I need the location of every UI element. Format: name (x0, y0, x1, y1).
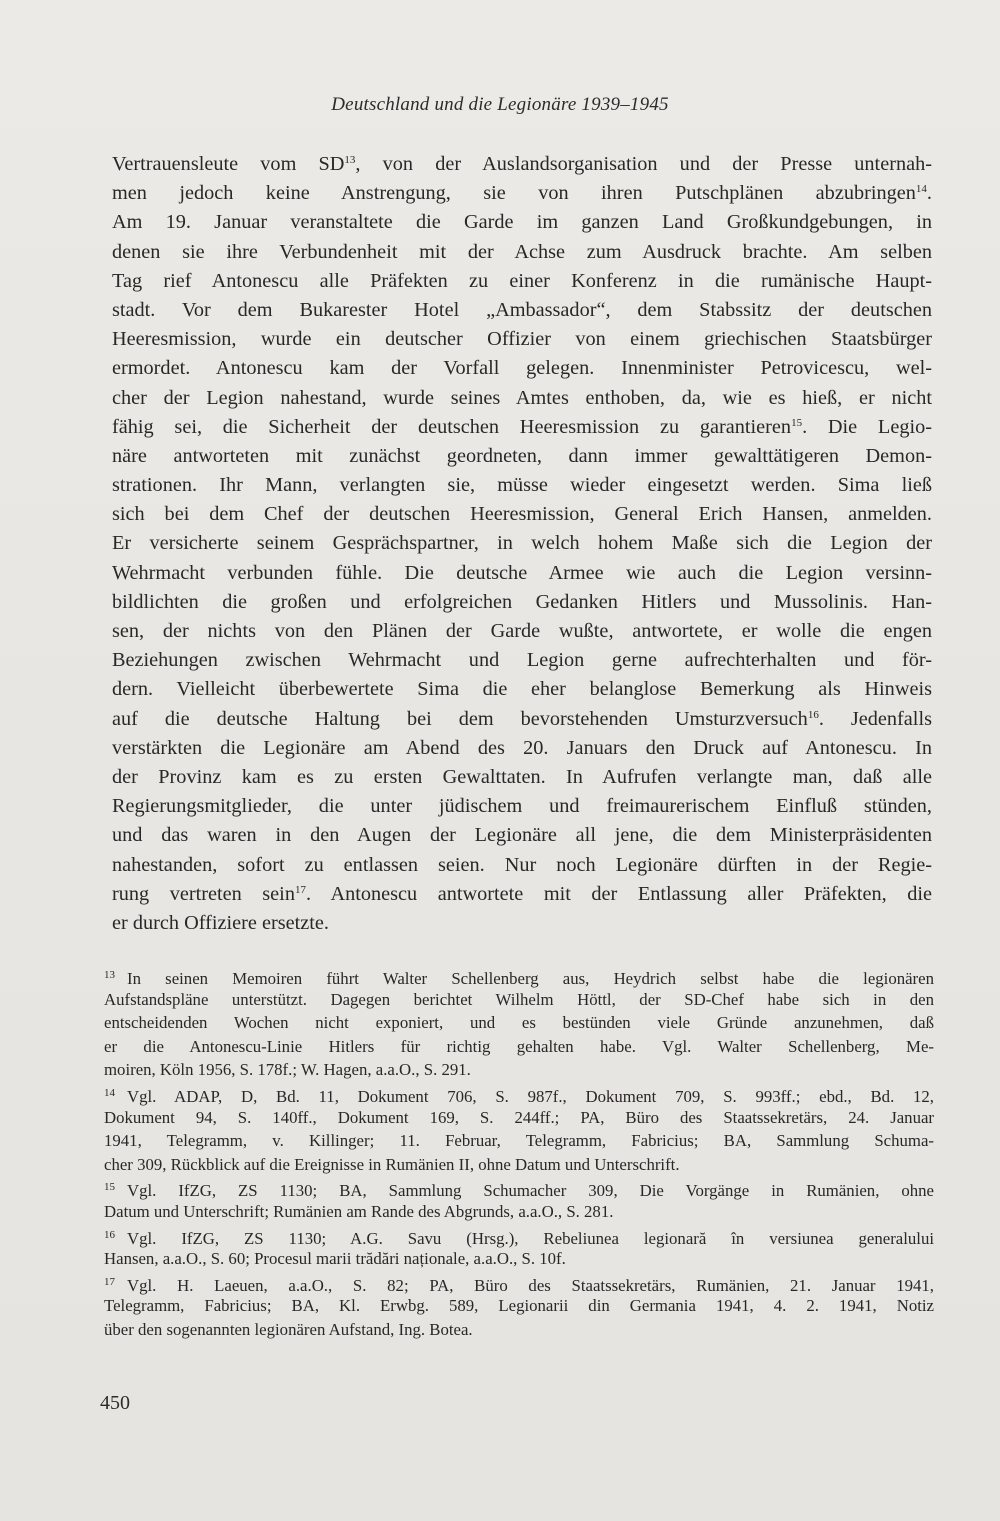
text-line (112, 529, 932, 558)
footnote-line (104, 1318, 934, 1342)
footnote-line (104, 1035, 934, 1059)
footnotes-block (104, 964, 934, 1342)
text-segment: sich bei dem Chef der deutschen Heeresmission, General Erich Hansen, anmelden. (112, 503, 932, 526)
text-line (112, 208, 932, 237)
main-text-block (112, 150, 932, 938)
text-segment: er durch Offiziere ersetzte. (112, 911, 329, 934)
text-segment: Er versicherte seinem Gesprächspartner, in welch hohem Maße sich die Legion der (112, 532, 932, 555)
text-segment: strationen. Ihr Mann, verlangten sie, müsse wieder eingesetzt werden. Sima ließ (112, 474, 932, 497)
footnote-line (104, 1082, 934, 1106)
text-line (112, 325, 932, 354)
footnote-number: 13 (104, 969, 115, 981)
text-line (112, 646, 932, 675)
text-line (112, 267, 932, 296)
text-segment: und das waren in den Augen der Legionäre all jene, die dem Ministerpräsidenten (112, 824, 932, 847)
text-segment: Vertrauensleute vom SD (112, 153, 345, 175)
text-line (112, 792, 932, 821)
footnote-line (104, 1224, 934, 1248)
text-line (112, 442, 932, 471)
footnote-line (104, 1129, 934, 1153)
text-line (112, 413, 932, 442)
text-line (112, 880, 932, 909)
text-segment: Beziehungen zwischen Wehrmacht und Legion gerne aufrechterhalten und för- (112, 649, 932, 672)
footnote-line (104, 1153, 934, 1177)
text-line (112, 471, 932, 500)
footnote-text: er die Antonescu-Linie Hitlers für richtig gehalten habe. Vgl. Walter Schellenberg, Me- (104, 1036, 934, 1056)
text-line (112, 851, 932, 880)
footnote-text: Datum und Unterschrift; Rumänien am Rande des Abgrunds, a.a.O., S. 281. (104, 1201, 614, 1221)
footnote-line (104, 1271, 934, 1295)
text-segment: men jedoch keine Anstrengung, sie von ihren Putschplänen abzubringen (112, 182, 916, 205)
text-segment: auf die deutsche Haltung bei dem bevorstehenden Umsturzversuch (112, 707, 808, 730)
text-line (112, 150, 932, 179)
footnote-text: Vgl. IfZG, ZS 1130; A.G. Savu (Hrsg.), Rebeliunea legionară în versiunea generalului (127, 1228, 934, 1248)
footnote-text: über den sogenannten legionären Aufstand, Ing. Botea. (104, 1319, 473, 1339)
text-line (112, 909, 932, 938)
text-segment: verstärkten die Legionäre am Abend des 20. Januars den Druck auf Antonescu. In (112, 736, 932, 759)
text-segment: fähig sei, die Sicherheit der deutschen Heeresmission zu garantieren (112, 415, 792, 438)
footnote-reference: 14 (915, 183, 927, 196)
text-segment: näre antworteten mit zunächst geordneten, dann immer gewalttätigeren Demon- (112, 444, 932, 467)
text-line (112, 821, 932, 850)
text-line (112, 617, 932, 646)
text-segment: Heeresmission, wurde ein deutscher Offizier von einem griechischen Staatsbürger (112, 328, 932, 351)
text-line (112, 559, 932, 588)
text-segment: . Antonescu antwortete mit der Entlassung aller Präfekten, die (305, 882, 932, 905)
footnote-number: 14 (104, 1086, 115, 1099)
text-line (112, 500, 932, 529)
text-segment: . Die Legio- (802, 415, 932, 438)
text-segment: . Jedenfalls (818, 707, 932, 730)
footnote-reference: 13 (344, 154, 356, 166)
text-segment: sen, der nichts von den Plänen der Garde wußte, antwortete, er wolle die engen (112, 620, 932, 642)
text-line (112, 675, 932, 704)
text-line (112, 296, 932, 325)
footnote-line (104, 1058, 934, 1082)
text-segment: Am 19. Januar veranstaltete die Garde im ganzen Land Großkundgebungen, in (112, 211, 932, 234)
footnote-number: 17 (104, 1275, 115, 1288)
text-line (112, 763, 932, 792)
text-segment: ermordet. Antonescu kam der Vorfall gelegen. Innenminister Petrovicescu, wel- (112, 357, 932, 380)
text-segment: , von der Auslandsorganisation und der Presse unternah- (355, 153, 932, 175)
footnote-text: Vgl. H. Laeuen, a.a.O., S. 82; PA, Büro des Staatssekretärs, Rumänien, 21. Januar 1941, (127, 1275, 934, 1295)
footnote-line (104, 1011, 934, 1035)
footnote-line (104, 964, 934, 988)
footnote-text: Vgl. ADAP, D, Bd. 11, Dokument 706, S. 987f., Dokument 709, S. 993ff.; ebd., Bd. 12, (127, 1086, 934, 1106)
text-line (112, 179, 932, 208)
footnote-text: cher 309, Rückblick auf die Ereignisse in Rumänien II, ohne Datum und Unterschrift. (104, 1154, 680, 1174)
text-line (112, 734, 932, 763)
footnote-text: Vgl. IfZG, ZS 1130; BA, Sammlung Schumacher 309, Die Vorgänge in Rumänien, ohne (127, 1181, 934, 1201)
footnote-text: Telegramm, Fabricius; BA, Kl. Erwbg. 589, Legionarii din Germania 1941, 4. 2. 1941, Notiz (104, 1296, 934, 1316)
footnote-number: 16 (104, 1228, 115, 1241)
footnote-reference: 16 (807, 708, 819, 721)
footnote-number: 15 (104, 1181, 115, 1194)
text-segment: Regierungsmitglieder, die unter jüdischem und freimaurerischem Einfluß stünden, (112, 795, 932, 818)
text-segment: der Provinz kam es zu ersten Gewalttaten. In Aufrufen verlangte man, daß alle (112, 765, 932, 788)
text-line (112, 384, 932, 413)
footnote-line (104, 1106, 934, 1130)
footnote-line (104, 1294, 934, 1318)
footnote-text: Dokument 94, S. 140ff., Dokument 169, S. 244ff.; PA, Büro des Staatssekretärs, 24. Januar (104, 1107, 934, 1127)
footnote-reference: 15 (791, 416, 803, 429)
text-segment: Wehrmacht verbunden fühle. Die deutsche Armee wie auch die Legion versinn- (112, 561, 932, 584)
footnote-text: 1941, Telegramm, v. Killinger; 11. Februar, Telegramm, Fabricius; BA, Sammlung Schuma- (104, 1131, 934, 1151)
footnote-text: Hansen, a.a.O., S. 60; Procesul marii trădări naționale, a.a.O., S. 10f. (104, 1249, 566, 1269)
running-head: Deutschland und die Legionäre 1939–1945 (331, 94, 669, 115)
text-segment: bildlichten die großen und erfolgreichen Gedanken Hitlers und Mussolinis. Han- (112, 590, 932, 613)
footnote-reference: 17 (294, 883, 306, 896)
text-line (112, 238, 932, 267)
footnote-line (104, 1176, 934, 1200)
text-line (112, 588, 932, 617)
footnote-text: In seinen Memoiren führt Walter Schellenberg aus, Heydrich selbst habe die legionären (127, 969, 934, 988)
footnote-line (104, 1247, 934, 1271)
footnote-text: entscheidenden Wochen nicht exponiert, und es bestünden viele Gründe anzunehmen, daß (104, 1013, 934, 1033)
text-segment: stadt. Vor dem Bukarester Hotel „Ambassador“, dem Stabssitz der deutschen (112, 298, 932, 321)
text-segment: dern. Vielleicht überbewertete Sima die eher belanglose Bemerkung als Hinweis (112, 678, 932, 701)
footnote-line (104, 1200, 934, 1224)
text-segment: denen sie ihre Verbundenheit mit der Achse zum Ausdruck brachte. Am selben (112, 240, 932, 263)
footnote-line (104, 988, 934, 1012)
text-segment: rung vertreten sein (112, 882, 295, 905)
footnote-text: moiren, Köln 1956, S. 178f.; W. Hagen, a.a.O., S. 291. (104, 1060, 471, 1080)
text-line (112, 354, 932, 383)
page-number: 450 (100, 1392, 130, 1414)
text-line (112, 705, 932, 734)
text-segment: . (926, 182, 932, 205)
text-segment: cher der Legion nahestand, wurde seines Amtes enthoben, da, wie es hieß, er nicht (112, 386, 932, 409)
text-segment: Tag rief Antonescu alle Präfekten zu einer Konferenz in die rumänische Haupt- (112, 269, 932, 292)
text-segment: nahestanden, sofort zu entlassen seien. Nur noch Legionäre dürften in der Regie- (112, 853, 932, 876)
footnote-text: Aufstandspläne unterstützt. Dagegen berichtet Wilhelm Höttl, der SD-Chef habe sich in den (104, 989, 934, 1009)
